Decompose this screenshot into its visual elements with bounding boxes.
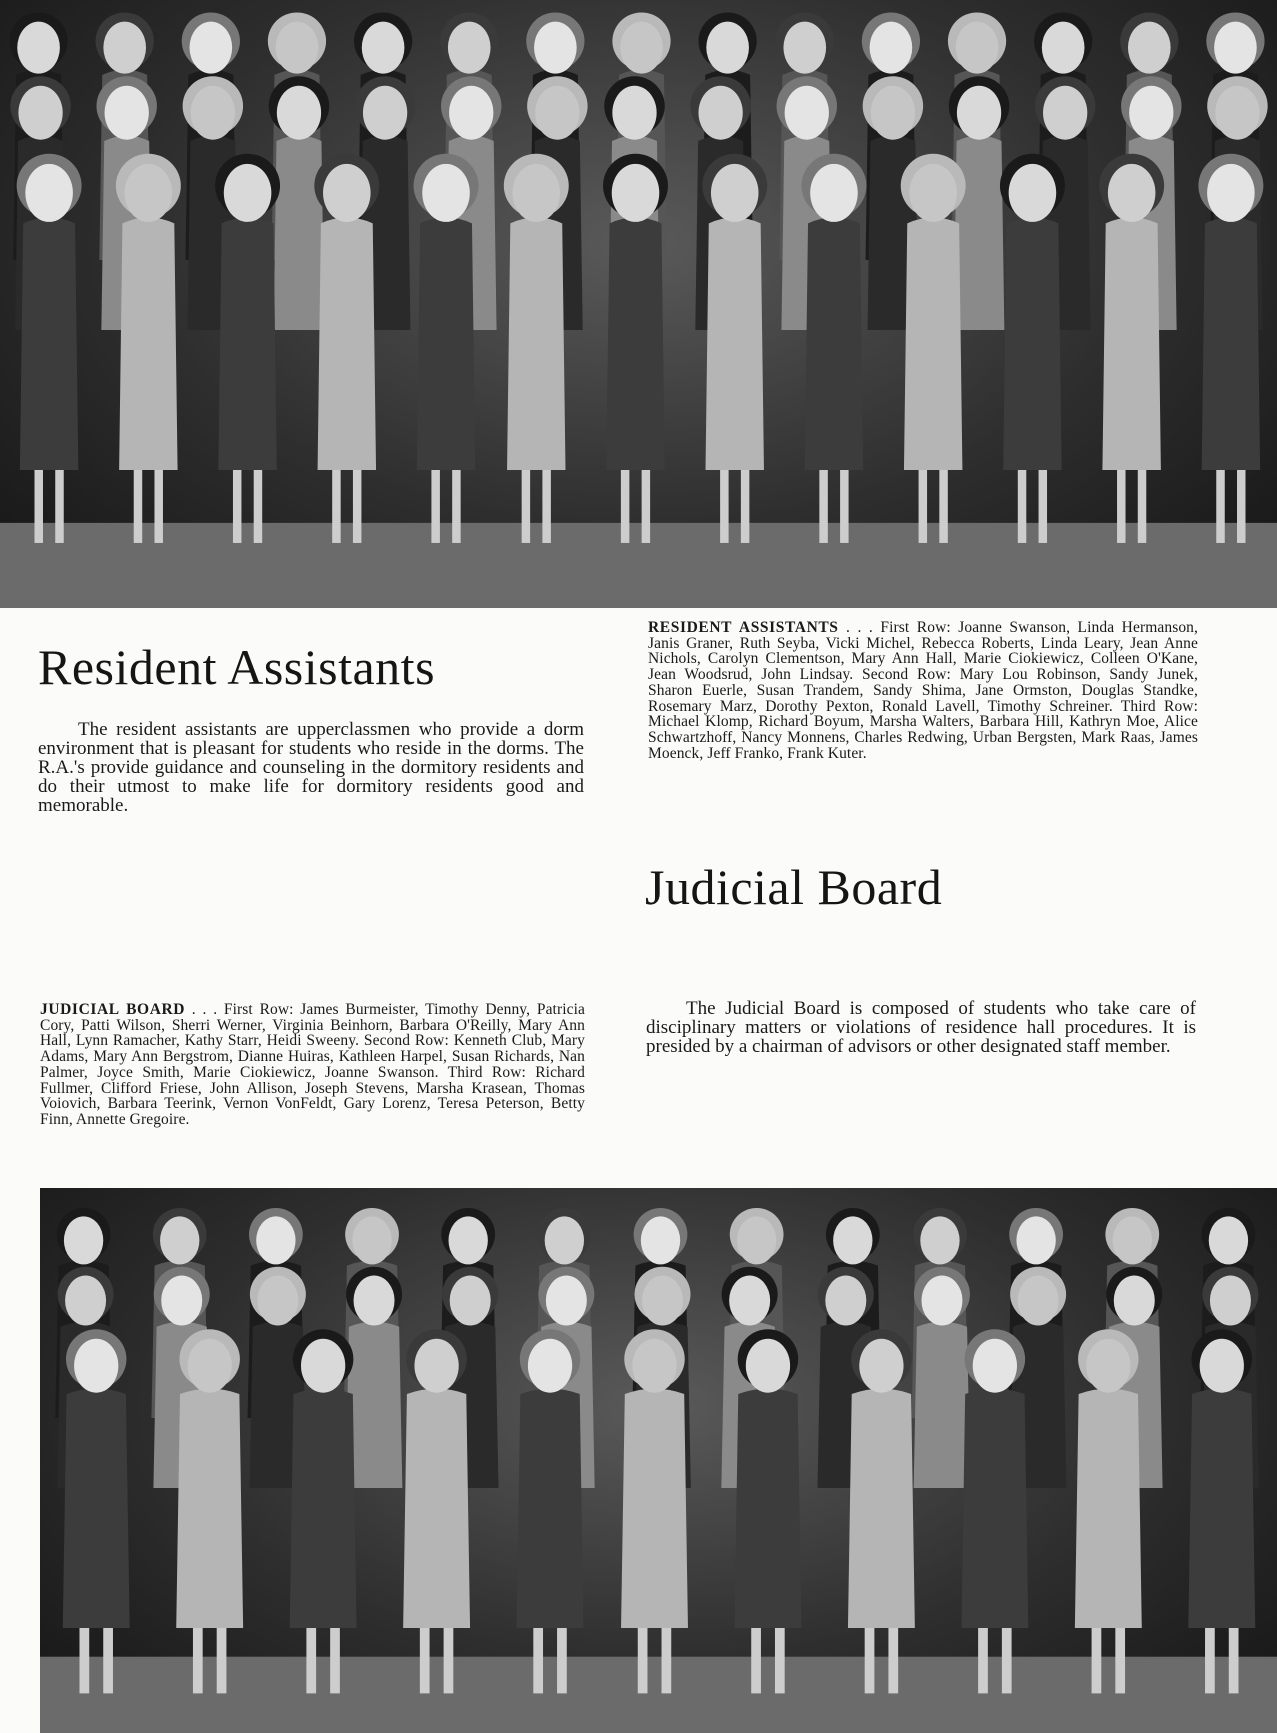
judicial-board-title: Judicial Board: [645, 859, 943, 915]
photo-people: [40, 1208, 1277, 1733]
resident-assistants-group-photo: [0, 0, 1277, 608]
resident-assistants-description: The resident assistants are upperclassmen who provide a dorm environment that is pleasant for students who reside in the dorms. The R.A.'s provide guidance and counseling in the dormitory residents and do their utmost to make life for dormitory residents good and memorable.: [38, 719, 584, 816]
resident-assistants-title: Resident Assistants: [38, 639, 436, 695]
judicial-board-caption: [40, 1002, 585, 1128]
photo-people: [0, 12, 1277, 608]
resident-assistants-photo-figures: [0, 0, 1277, 608]
judicial-board-description: The Judicial Board is composed of students who take care of disciplinary matters or violations of residence hall procedures. It is presided by a chairman of advisors or other designated staff member.: [646, 998, 1196, 1057]
judicial-board-caption-lead: JUDICIAL BOARD: [40, 1001, 186, 1018]
judicial-board-caption-names: . . . First Row: James Burmeister, Timothy Denny, Patricia Cory, Patti Wilson, Sherri Werner, Virginia Beinhorn, Barbara O'Reilly, Mary Ann Hall, Lynn Ramacher, Kathy Starr, Heidi Sweeny. Second Row: Kenneth Club, Mary Adams, Mary Ann Bergstrom, Dianne Huiras, Kathleen Harpel, Susan Richards, Nan Palmer, Joyce Smith, Marie Ciokiewicz, Joanne Swanson. Third Row: Richard Fullmer, Clifford Friese, John Allison, Joseph Stevens, Marsha Krasean, Thomas Voiovich, Barbara Teerink, Vernon VonFeldt, Gary Lorenz, Teresa Peterson, Betty Finn, Annette Gregoire.: [40, 1001, 585, 1128]
judicial-board-group-photo: [40, 1188, 1277, 1733]
resident-assistants-caption-lead: RESIDENT ASSISTANTS: [648, 619, 839, 636]
judicial-board-photo-figures: [40, 1188, 1277, 1733]
resident-assistants-caption: [648, 620, 1198, 761]
resident-assistants-caption-names: . . . First Row: Joanne Swanson, Linda Hermanson, Janis Graner, Ruth Seyba, Vicki Michel, Rebecca Roberts, Linda Leary, Jean Anne Nichols, Carolyn Clementson, Mary Ann Hall, Marie Ciokiewicz, Colleen O'Kane, Jean Woodsrud, John Lindsay. Second Row: Mary Lou Robinson, Sandy Junek, Sharon Euerle, Susan Trandem, Sandy Shima, Jane Ormston, Douglas Standke, Rosemary Marz, Dorothy Pexton, Ronald Lavell, Timothy Schreiner. Third Row: Michael Klomp, Richard Boyum, Marsha Walters, Barbara Hill, Kathryn Moe, Alice Schwartzhoff, Nancy Monnens, Charles Redwing, Urban Bergsten, Mark Raas, James Moenck, Jeff Franko, Frank Kuter.: [648, 619, 1199, 762]
